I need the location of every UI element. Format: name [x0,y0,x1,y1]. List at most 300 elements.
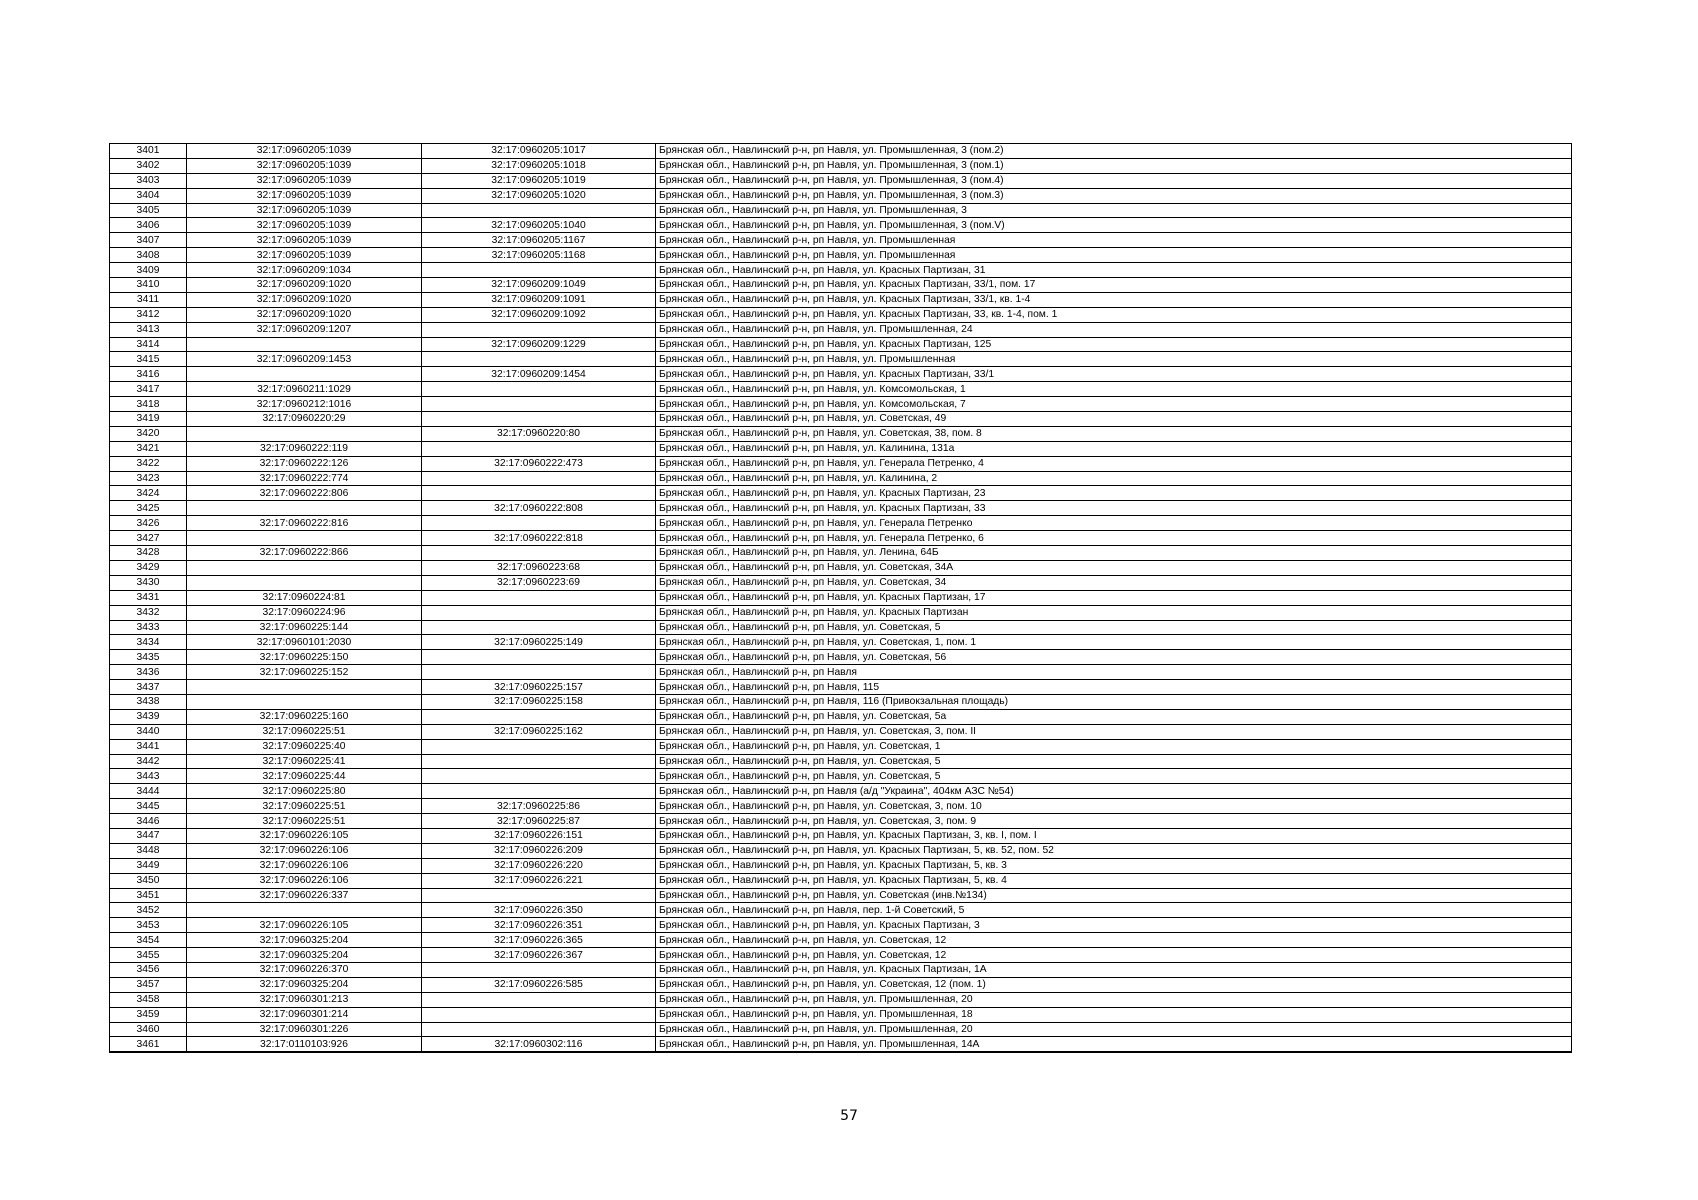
table-row [110,724,1572,739]
row-number-cell: 3453 [110,918,187,933]
address-cell: Брянская обл., Навлинский р-н, рп Навля, ул. Советская, 5 [656,754,1572,769]
row-number-cell: 3428 [110,546,187,561]
address-cell: Брянская обл., Навлинский р-н, рп Навля [656,665,1572,680]
object-cadastral-number-cell: 32:17:0960222:818 [422,531,656,546]
land-cadastral-number-cell: 32:17:0960222:119 [187,441,422,456]
row-number-cell: 3411 [110,292,187,307]
row-number-cell: 3424 [110,486,187,501]
land-cadastral-number-cell: 32:17:0960222:126 [187,456,422,471]
table-row [110,709,1572,724]
address-cell: Брянская обл., Навлинский р-н, рп Навля, ул. Генерала Петренко, 6 [656,531,1572,546]
row-number-cell: 3432 [110,605,187,620]
land-cadastral-number-cell: 32:17:0960222:806 [187,486,422,501]
object-cadastral-number-cell [422,709,656,724]
address-cell: Брянская обл., Навлинский р-н, рп Навля, ул. Советская, 34А [656,560,1572,575]
row-number-cell: 3423 [110,471,187,486]
object-cadastral-number-cell: 32:17:0960205:1017 [422,144,656,159]
object-cadastral-number-cell [422,888,656,903]
object-cadastral-number-cell [422,590,656,605]
land-cadastral-number-cell: 32:17:0960205:1039 [187,218,422,233]
address-cell: Брянская обл., Навлинский р-н, рп Навля, 115 [656,680,1572,695]
object-cadastral-number-cell [422,992,656,1007]
table-row [110,412,1572,427]
row-number-cell: 3425 [110,501,187,516]
land-cadastral-number-cell: 32:17:0960225:150 [187,650,422,665]
address-cell: Брянская обл., Навлинский р-н, рп Навля, ул. Советская (инв.№134) [656,888,1572,903]
address-cell: Брянская обл., Навлинский р-н, рп Навля, ул. Красных Партизан, 1А [656,962,1572,977]
land-cadastral-number-cell: 32:17:0960220:29 [187,412,422,427]
row-number-cell: 3442 [110,754,187,769]
row-number-cell: 3445 [110,799,187,814]
registry-table [109,143,1572,1053]
row-number-cell: 3402 [110,158,187,173]
object-cadastral-number-cell [422,486,656,501]
table-row [110,426,1572,441]
row-number-cell: 3409 [110,263,187,278]
land-cadastral-number-cell: 32:17:0960212:1016 [187,397,422,412]
land-cadastral-number-cell: 32:17:0960226:106 [187,858,422,873]
table-row [110,620,1572,635]
address-cell: Брянская обл., Навлинский р-н, рп Навля, ул. Красных Партизан, 33/1, пом. 17 [656,278,1572,293]
table-row [110,248,1572,263]
table-row [110,992,1572,1007]
row-number-cell: 3417 [110,382,187,397]
address-cell: Брянская обл., Навлинский р-н, рп Навля, ул. Советская, 49 [656,412,1572,427]
address-cell: Брянская обл., Навлинский р-н, рп Навля, ул. Советская, 5 [656,620,1572,635]
address-cell: Брянская обл., Навлинский р-н, рп Навля, ул. Промышленная, 20 [656,1022,1572,1037]
object-cadastral-number-cell [422,352,656,367]
object-cadastral-number-cell [422,412,656,427]
land-cadastral-number-cell: 32:17:0960301:214 [187,1007,422,1022]
row-number-cell: 3447 [110,828,187,843]
object-cadastral-number-cell [422,203,656,218]
address-cell: Брянская обл., Навлинский р-н, рп Навля, ул. Ленина, 64Б [656,546,1572,561]
address-cell: Брянская обл., Навлинский р-н, рп Навля, ул. Советская, 12 [656,948,1572,963]
land-cadastral-number-cell: 32:17:0960225:41 [187,754,422,769]
object-cadastral-number-cell [422,516,656,531]
address-cell: Брянская обл., Навлинский р-н, рп Навля, ул. Советская, 56 [656,650,1572,665]
table-row [110,1007,1572,1022]
land-cadastral-number-cell: 32:17:0960224:81 [187,590,422,605]
page-number: 57 [840,1108,858,1124]
address-cell: Брянская обл., Навлинский р-н, рп Навля, ул. Советская, 5 [656,769,1572,784]
object-cadastral-number-cell: 32:17:0960220:80 [422,426,656,441]
land-cadastral-number-cell: 32:17:0960209:1020 [187,292,422,307]
table-row [110,1037,1572,1052]
object-cadastral-number-cell [422,739,656,754]
table-row [110,516,1572,531]
table-row [110,828,1572,843]
row-number-cell: 3436 [110,665,187,680]
land-cadastral-number-cell: 32:17:0960225:51 [187,799,422,814]
address-cell: Брянская обл., Навлинский р-н, рп Навля, ул. Калинина, 131а [656,441,1572,456]
row-number-cell: 3405 [110,203,187,218]
object-cadastral-number-cell [422,397,656,412]
table-row [110,203,1572,218]
row-number-cell: 3418 [110,397,187,412]
land-cadastral-number-cell: 32:17:0960205:1039 [187,144,422,159]
land-cadastral-number-cell: 32:17:0960225:51 [187,724,422,739]
table-row [110,456,1572,471]
table-row [110,546,1572,561]
object-cadastral-number-cell [422,784,656,799]
table-row [110,233,1572,248]
address-cell: Брянская обл., Навлинский р-н, рп Навля, ул. Советская, 1 [656,739,1572,754]
land-cadastral-number-cell: 32:17:0960205:1039 [187,158,422,173]
row-number-cell: 3431 [110,590,187,605]
table-row [110,367,1572,382]
address-cell: Брянская обл., Навлинский р-н, рп Навля, ул. Комсомольская, 1 [656,382,1572,397]
land-cadastral-number-cell [187,426,422,441]
object-cadastral-number-cell: 32:17:0960209:1454 [422,367,656,382]
address-cell: Брянская обл., Навлинский р-н, рп Навля, ул. Советская, 3, пом. II [656,724,1572,739]
table-row [110,977,1572,992]
land-cadastral-number-cell: 32:17:0960301:213 [187,992,422,1007]
address-cell: Брянская обл., Навлинский р-н, рп Навля, ул. Промышленная, 3 (пом.2) [656,144,1572,159]
row-number-cell: 3433 [110,620,187,635]
land-cadastral-number-cell: 32:17:0960225:80 [187,784,422,799]
table-row [110,158,1572,173]
object-cadastral-number-cell [422,263,656,278]
land-cadastral-number-cell: 32:17:0960225:51 [187,814,422,829]
address-cell: Брянская обл., Навлинский р-н, рп Навля, пер. 1-й Советский, 5 [656,903,1572,918]
row-number-cell: 3460 [110,1022,187,1037]
address-cell: Брянская обл., Навлинский р-н, рп Навля, ул. Красных Партизан [656,605,1572,620]
object-cadastral-number-cell [422,546,656,561]
land-cadastral-number-cell: 32:17:0960209:1034 [187,263,422,278]
address-cell: Брянская обл., Навлинский р-н, рп Навля, ул. Красных Партизан, 33, кв. 1-4, пом. 1 [656,307,1572,322]
object-cadastral-number-cell: 32:17:0960209:1229 [422,337,656,352]
object-cadastral-number-cell: 32:17:0960226:367 [422,948,656,963]
object-cadastral-number-cell [422,382,656,397]
object-cadastral-number-cell [422,769,656,784]
row-number-cell: 3451 [110,888,187,903]
row-number-cell: 3429 [110,560,187,575]
table-row [110,1022,1572,1037]
land-cadastral-number-cell [187,575,422,590]
land-cadastral-number-cell [187,501,422,516]
row-number-cell: 3449 [110,858,187,873]
object-cadastral-number-cell: 32:17:0960222:808 [422,501,656,516]
row-number-cell: 3435 [110,650,187,665]
table-row [110,814,1572,829]
address-cell: Брянская обл., Навлинский р-н, рп Навля, ул. Промышленная [656,248,1572,263]
object-cadastral-number-cell: 32:17:0960223:69 [422,575,656,590]
row-number-cell: 3441 [110,739,187,754]
address-cell: Брянская обл., Навлинский р-н, рп Навля, ул. Красных Партизан, 17 [656,590,1572,605]
object-cadastral-number-cell: 32:17:0960205:1020 [422,188,656,203]
object-cadastral-number-cell [422,441,656,456]
table-row [110,933,1572,948]
row-number-cell: 3420 [110,426,187,441]
table-row [110,173,1572,188]
object-cadastral-number-cell: 32:17:0960205:1019 [422,173,656,188]
object-cadastral-number-cell [422,471,656,486]
address-cell: Брянская обл., Навлинский р-н, рп Навля, ул. Красных Партизан, 5, кв. 3 [656,858,1572,873]
land-cadastral-number-cell: 32:17:0960222:774 [187,471,422,486]
address-cell: Брянская обл., Навлинский р-н, рп Навля, ул. Красных Партизан, 33/1 [656,367,1572,382]
row-number-cell: 3422 [110,456,187,471]
table-row [110,188,1572,203]
land-cadastral-number-cell [187,680,422,695]
land-cadastral-number-cell: 32:17:0960205:1039 [187,203,422,218]
address-cell: Брянская обл., Навлинский р-н, рп Навля, ул. Красных Партизан, 3 [656,918,1572,933]
address-cell: Брянская обл., Навлинский р-н, рп Навля, ул. Промышленная, 3 (пом.3) [656,188,1572,203]
object-cadastral-number-cell [422,962,656,977]
table-row [110,307,1572,322]
row-number-cell: 3446 [110,814,187,829]
address-cell: Брянская обл., Навлинский р-н, рп Навля, ул. Красных Партизан, 31 [656,263,1572,278]
row-number-cell: 3404 [110,188,187,203]
row-number-cell: 3438 [110,694,187,709]
table-row [110,322,1572,337]
address-cell: Брянская обл., Навлинский р-н, рп Навля, ул. Промышленная, 20 [656,992,1572,1007]
land-cadastral-number-cell: 32:17:0960209:1207 [187,322,422,337]
object-cadastral-number-cell: 32:17:0960209:1049 [422,278,656,293]
address-cell: Брянская обл., Навлинский р-н, рп Навля, ул. Промышленная, 3 (пом.V) [656,218,1572,233]
land-cadastral-number-cell: 32:17:0960101:2030 [187,635,422,650]
address-cell: Брянская обл., Навлинский р-н, рп Навля, ул. Красных Партизан, 33 [656,501,1572,516]
address-cell: Брянская обл., Навлинский р-н, рп Навля, ул. Промышленная [656,233,1572,248]
land-cadastral-number-cell: 32:17:0960226:370 [187,962,422,977]
row-number-cell: 3407 [110,233,187,248]
object-cadastral-number-cell [422,665,656,680]
land-cadastral-number-cell: 32:17:0960205:1039 [187,248,422,263]
table-row [110,694,1572,709]
land-cadastral-number-cell [187,531,422,546]
table-row [110,903,1572,918]
address-cell: Брянская обл., Навлинский р-н, рп Навля, ул. Промышленная, 18 [656,1007,1572,1022]
address-cell: Брянская обл., Навлинский р-н, рп Навля, ул. Красных Партизан, 23 [656,486,1572,501]
table-row [110,665,1572,680]
address-cell: Брянская обл., Навлинский р-н, рп Навля, ул. Советская, 3, пом. 10 [656,799,1572,814]
object-cadastral-number-cell: 32:17:0960226:585 [422,977,656,992]
address-cell: Брянская обл., Навлинский р-н, рп Навля, ул. Советская, 34 [656,575,1572,590]
object-cadastral-number-cell: 32:17:0960222:473 [422,456,656,471]
object-cadastral-number-cell: 32:17:0960226:209 [422,843,656,858]
object-cadastral-number-cell [422,1022,656,1037]
table-row [110,650,1572,665]
row-number-cell: 3403 [110,173,187,188]
row-number-cell: 3419 [110,412,187,427]
table-row [110,873,1572,888]
address-cell: Брянская обл., Навлинский р-н, рп Навля, ул. Промышленная, 24 [656,322,1572,337]
land-cadastral-number-cell: 32:17:0960209:1020 [187,278,422,293]
address-cell: Брянская обл., Навлинский р-н, рп Навля, ул. Комсомольская, 7 [656,397,1572,412]
object-cadastral-number-cell: 32:17:0960226:221 [422,873,656,888]
address-cell: Брянская обл., Навлинский р-н, рп Навля, 116 (Привокзальная площадь) [656,694,1572,709]
land-cadastral-number-cell: 32:17:0960225:44 [187,769,422,784]
row-number-cell: 3413 [110,322,187,337]
table-row [110,575,1572,590]
table-row [110,739,1572,754]
registry-table-body [110,144,1572,1053]
land-cadastral-number-cell: 32:17:0960226:337 [187,888,422,903]
land-cadastral-number-cell: 32:17:0960225:144 [187,620,422,635]
object-cadastral-number-cell: 32:17:0960225:162 [422,724,656,739]
object-cadastral-number-cell: 32:17:0960225:86 [422,799,656,814]
table-row [110,948,1572,963]
row-number-cell: 3458 [110,992,187,1007]
object-cadastral-number-cell [422,605,656,620]
address-cell: Брянская обл., Навлинский р-н, рп Навля, ул. Промышленная, 14А [656,1037,1572,1052]
table-row [110,754,1572,769]
row-number-cell: 3443 [110,769,187,784]
address-cell: Брянская обл., Навлинский р-н, рп Навля, ул. Генерала Петренко, 4 [656,456,1572,471]
table-row [110,962,1572,977]
object-cadastral-number-cell: 32:17:0960225:158 [422,694,656,709]
object-cadastral-number-cell: 32:17:0960209:1091 [422,292,656,307]
land-cadastral-number-cell: 32:17:0960225:40 [187,739,422,754]
land-cadastral-number-cell [187,367,422,382]
table-row [110,590,1572,605]
land-cadastral-number-cell: 32:17:0960222:816 [187,516,422,531]
land-cadastral-number-cell: 32:17:0960205:1039 [187,173,422,188]
land-cadastral-number-cell: 32:17:0960224:96 [187,605,422,620]
object-cadastral-number-cell [422,650,656,665]
row-number-cell: 3406 [110,218,187,233]
object-cadastral-number-cell: 32:17:0960209:1092 [422,307,656,322]
address-cell: Брянская обл., Навлинский р-н, рп Навля, ул. Советская, 12 (пом. 1) [656,977,1572,992]
row-number-cell: 3426 [110,516,187,531]
row-number-cell: 3452 [110,903,187,918]
land-cadastral-number-cell: 32:17:0960325:204 [187,948,422,963]
land-cadastral-number-cell [187,560,422,575]
table-row [110,858,1572,873]
table-row [110,337,1572,352]
table-row [110,769,1572,784]
row-number-cell: 3434 [110,635,187,650]
row-number-cell: 3455 [110,948,187,963]
table-row [110,218,1572,233]
row-number-cell: 3448 [110,843,187,858]
land-cadastral-number-cell: 32:17:0960325:204 [187,977,422,992]
land-cadastral-number-cell: 32:17:0960209:1020 [187,307,422,322]
table-row [110,486,1572,501]
address-cell: Брянская обл., Навлинский р-н, рп Навля, ул. Промышленная, 3 (пом.4) [656,173,1572,188]
table-row [110,531,1572,546]
address-cell: Брянская обл., Навлинский р-н, рп Навля, ул. Промышленная, 3 [656,203,1572,218]
land-cadastral-number-cell: 32:17:0110103:926 [187,1037,422,1052]
land-cadastral-number-cell: 32:17:0960325:204 [187,933,422,948]
object-cadastral-number-cell: 32:17:0960225:157 [422,680,656,695]
object-cadastral-number-cell: 32:17:0960205:1018 [422,158,656,173]
row-number-cell: 3401 [110,144,187,159]
object-cadastral-number-cell: 32:17:0960302:116 [422,1037,656,1052]
table-row [110,352,1572,367]
address-cell: Брянская обл., Навлинский р-н, рп Навля, ул. Красных Партизан, 33/1, кв. 1-4 [656,292,1572,307]
row-number-cell: 3450 [110,873,187,888]
address-cell: Брянская обл., Навлинский р-н, рп Навля, ул. Красных Партизан, 3, кв. I, пом. I [656,828,1572,843]
object-cadastral-number-cell: 32:17:0960226:351 [422,918,656,933]
object-cadastral-number-cell: 32:17:0960223:68 [422,560,656,575]
object-cadastral-number-cell [422,322,656,337]
address-cell: Брянская обл., Навлинский р-н, рп Навля, ул. Красных Партизан, 5, кв. 52, пом. 52 [656,843,1572,858]
table-row [110,292,1572,307]
address-cell: Брянская обл., Навлинский р-н, рп Навля, ул. Советская, 3, пом. 9 [656,814,1572,829]
object-cadastral-number-cell [422,620,656,635]
row-number-cell: 3457 [110,977,187,992]
row-number-cell: 3456 [110,962,187,977]
address-cell: Брянская обл., Навлинский р-н, рп Навля, ул. Советская, 1, пом. 1 [656,635,1572,650]
row-number-cell: 3421 [110,441,187,456]
land-cadastral-number-cell: 32:17:0960225:152 [187,665,422,680]
table-row [110,605,1572,620]
row-number-cell: 3459 [110,1007,187,1022]
address-cell: Брянская обл., Навлинский р-н, рп Навля (а/д "Украина", 404км АЗС №54) [656,784,1572,799]
table-row [110,843,1572,858]
object-cadastral-number-cell: 32:17:0960226:151 [422,828,656,843]
address-cell: Брянская обл., Навлинский р-н, рп Навля, ул. Советская, 12 [656,933,1572,948]
object-cadastral-number-cell: 32:17:0960205:1167 [422,233,656,248]
address-cell: Брянская обл., Навлинский р-н, рп Навля, ул. Генерала Петренко [656,516,1572,531]
land-cadastral-number-cell: 32:17:0960205:1039 [187,188,422,203]
table-row [110,784,1572,799]
land-cadastral-number-cell: 32:17:0960211:1029 [187,382,422,397]
object-cadastral-number-cell: 32:17:0960226:365 [422,933,656,948]
object-cadastral-number-cell: 32:17:0960225:87 [422,814,656,829]
address-cell: Брянская обл., Навлинский р-н, рп Навля, ул. Красных Партизан, 125 [656,337,1572,352]
row-number-cell: 3437 [110,680,187,695]
land-cadastral-number-cell: 32:17:0960222:866 [187,546,422,561]
row-number-cell: 3410 [110,278,187,293]
row-number-cell: 3430 [110,575,187,590]
table-row [110,918,1572,933]
land-cadastral-number-cell: 32:17:0960226:105 [187,918,422,933]
land-cadastral-number-cell: 32:17:0960225:160 [187,709,422,724]
table-row [110,560,1572,575]
row-number-cell: 3412 [110,307,187,322]
row-number-cell: 3461 [110,1037,187,1052]
address-cell: Брянская обл., Навлинский р-н, рп Навля, ул. Промышленная [656,352,1572,367]
table-row [110,278,1572,293]
land-cadastral-number-cell [187,903,422,918]
row-number-cell: 3444 [110,784,187,799]
table-row [110,263,1572,278]
land-cadastral-number-cell: 32:17:0960301:226 [187,1022,422,1037]
land-cadastral-number-cell: 32:17:0960226:105 [187,828,422,843]
table-row [110,680,1572,695]
address-cell: Брянская обл., Навлинский р-н, рп Навля, ул. Советская, 38, пом. 8 [656,426,1572,441]
object-cadastral-number-cell: 32:17:0960205:1168 [422,248,656,263]
object-cadastral-number-cell [422,1007,656,1022]
row-number-cell: 3439 [110,709,187,724]
table-row [110,144,1572,159]
row-number-cell: 3408 [110,248,187,263]
row-number-cell: 3414 [110,337,187,352]
table-row [110,441,1572,456]
object-cadastral-number-cell: 32:17:0960226:220 [422,858,656,873]
address-cell: Брянская обл., Навлинский р-н, рп Навля, ул. Калинина, 2 [656,471,1572,486]
table-row [110,382,1572,397]
table-row [110,501,1572,516]
land-cadastral-number-cell: 32:17:0960209:1453 [187,352,422,367]
table-row [110,397,1572,412]
land-cadastral-number-cell: 32:17:0960205:1039 [187,233,422,248]
row-number-cell: 3427 [110,531,187,546]
address-cell: Брянская обл., Навлинский р-н, рп Навля, ул. Красных Партизан, 5, кв. 4 [656,873,1572,888]
table-row [110,471,1572,486]
land-cadastral-number-cell: 32:17:0960226:106 [187,873,422,888]
address-cell: Брянская обл., Навлинский р-н, рп Навля, ул. Советская, 5а [656,709,1572,724]
row-number-cell: 3440 [110,724,187,739]
land-cadastral-number-cell [187,694,422,709]
object-cadastral-number-cell: 32:17:0960225:149 [422,635,656,650]
object-cadastral-number-cell [422,754,656,769]
table-row [110,799,1572,814]
land-cadastral-number-cell [187,337,422,352]
object-cadastral-number-cell: 32:17:0960205:1040 [422,218,656,233]
